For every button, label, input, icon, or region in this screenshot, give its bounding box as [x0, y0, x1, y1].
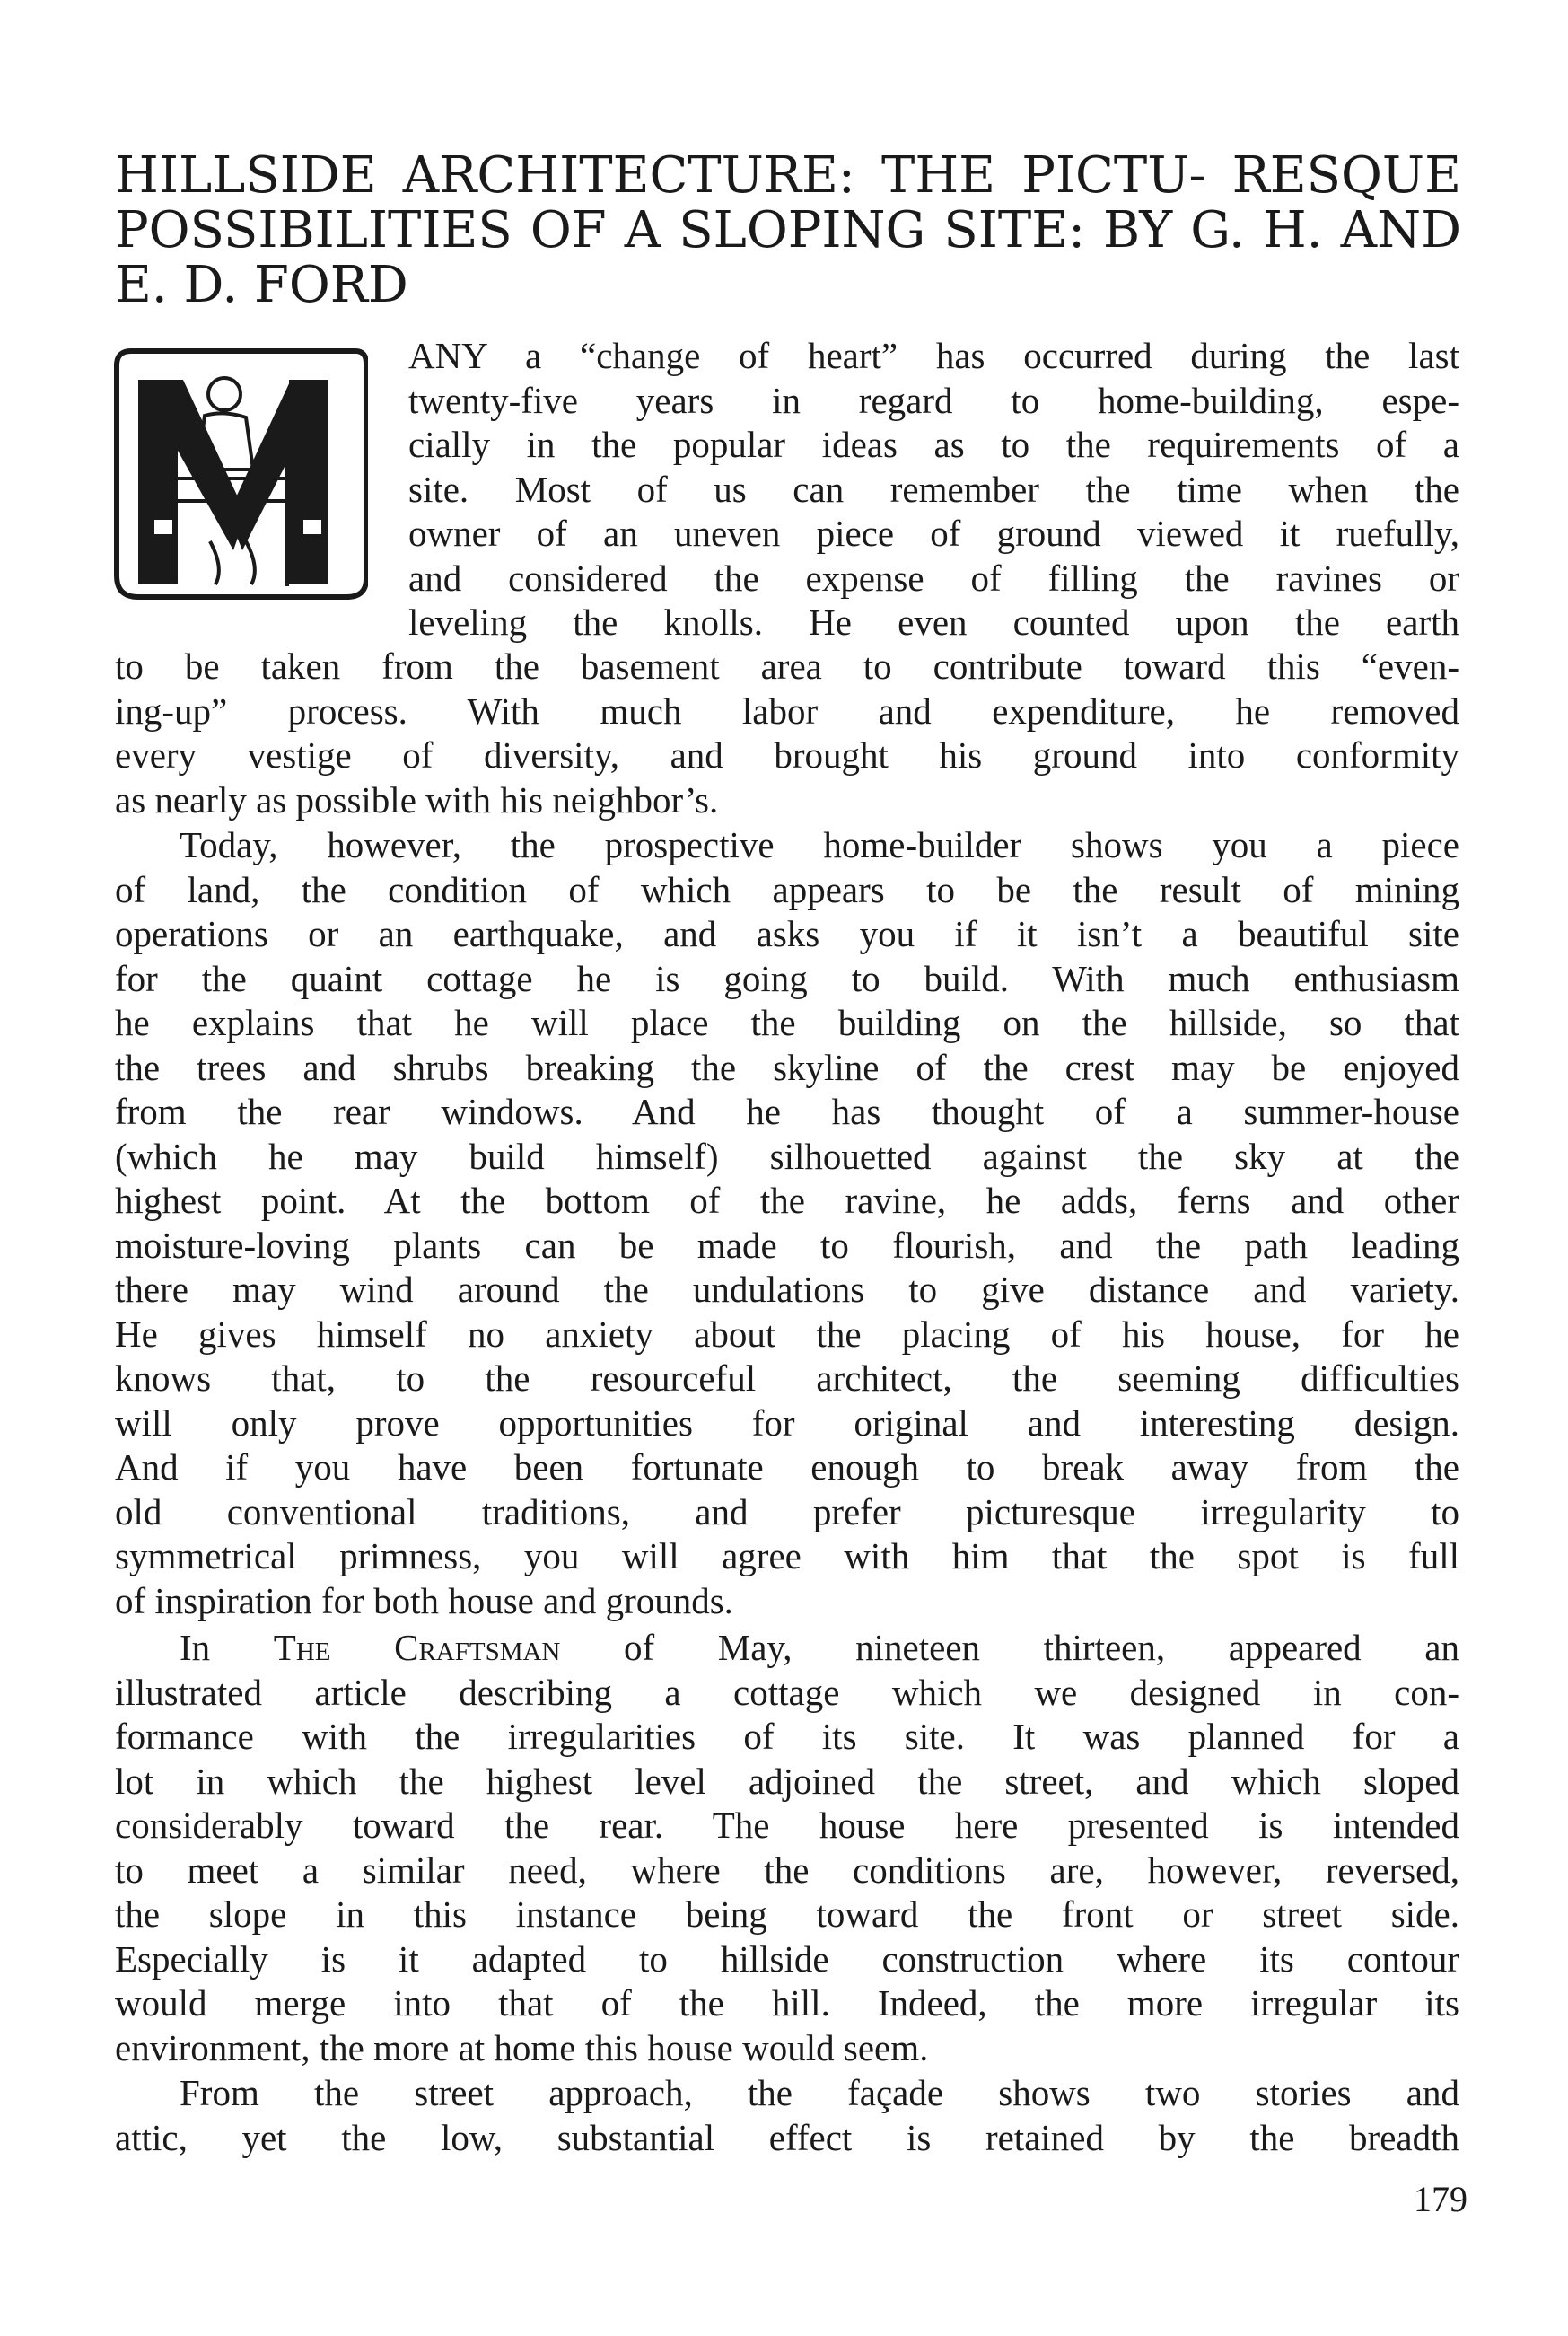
- text-line: owner of an uneven piece of ground viewed it ruefully,: [408, 513, 1459, 554]
- text-line: site. Most of us can remember the time when the: [408, 468, 1459, 510]
- text-line: attic, yet the low, substantial effect is retained by the breadth: [115, 2116, 1459, 2158]
- text-line: (which he may build himself) silhouetted against the sky at the: [115, 1135, 1459, 1177]
- text-line: would merge into that of the hill. Indeed, the more irregular its: [115, 1982, 1459, 2024]
- magazine-name: The Craftsman: [273, 1627, 561, 1668]
- text-line: the slope in this instance being toward the front or street side.: [115, 1893, 1459, 1935]
- text-line: old conventional traditions, and prefer picturesque irregularity to: [115, 1490, 1459, 1532]
- text-line: And if you have been fortunate enough to break away from the: [115, 1446, 1459, 1488]
- text-line: Especially is it adapted to hillside construction where its contour: [115, 1937, 1459, 1980]
- page-number: 179: [1414, 2179, 1467, 2219]
- text-line: illustrated article describing a cottage which we designed in con-: [115, 1671, 1459, 1713]
- text-line: of inspiration for both house and grounds.: [115, 1579, 733, 1621]
- text-line: environment, the more at home this house would seem.: [115, 2026, 929, 2068]
- text-line: and considered the expense of filling the ravines or: [408, 557, 1459, 599]
- drop-cap-m-icon: [111, 344, 368, 604]
- paragraph-3: [115, 1626, 1459, 2070]
- paragraph-1-indented: [408, 334, 1459, 645]
- text-line: operations or an earthquake, and asks you if it isn’t a beautiful site: [115, 913, 1459, 954]
- text-line: there may wind around the undulations to give distance and variety.: [115, 1269, 1459, 1310]
- paragraph-1-continued: [115, 645, 1459, 822]
- paragraph-4: [115, 2071, 1459, 2160]
- text-line: to meet a similar need, where the conditions are, however, reversed,: [115, 1849, 1459, 1891]
- drop-cap-illustration: [111, 344, 368, 604]
- text-line: considerably toward the rear. The house here presented is intended: [115, 1805, 1459, 1846]
- text-line: Today, however, the prospective home-builder shows you a piece: [180, 824, 1459, 865]
- paragraph-2: [115, 823, 1459, 1623]
- text-line: he explains that he will place the building on the hillside, so that: [115, 1002, 1459, 1043]
- text-line: from the rear windows. And he has thought of a summer-house: [115, 1091, 1459, 1132]
- article-title: HILLSIDE ARCHITECTURE: THE PICTU- RESQUE POSSIBILITIES OF A SLOPING SITE: BY G. H. AND E. D. FORD: [115, 146, 1461, 314]
- text-line: as nearly as possible with his neighbor’s.: [115, 778, 719, 821]
- text-line: highest point. At the bottom of the ravine, he adds, ferns and other: [115, 1180, 1459, 1221]
- text-line: From the street approach, the façade shows two stories and: [180, 2072, 1459, 2113]
- text-line: symmetrical primness, you will agree with him that the spot is full: [115, 1535, 1459, 1576]
- text-line: ANY a “change of heart” has occurred during the last: [408, 335, 1459, 376]
- text-line: twenty-five years in regard to home-building, espe-: [408, 379, 1459, 421]
- text-line: for the quaint cottage he is going to build. With much enthusiasm: [115, 957, 1459, 999]
- text-line: lot in which the highest level adjoined the street, and which sloped: [115, 1760, 1459, 1802]
- text-line: ing-up” process. With much labor and expenditure, he removed: [115, 689, 1459, 732]
- text-line: He gives himself no anxiety about the placing of his house, for he: [115, 1313, 1459, 1355]
- text-line: will only prove opportunities for original and interesting design.: [115, 1401, 1459, 1444]
- text-line: to be taken from the basement area to contribute toward this “even-: [115, 645, 1459, 687]
- text-line: formance with the irregularities of its site. It was planned for a: [115, 1716, 1459, 1757]
- text-line: of land, the condition of which appears to be the result of mining: [115, 868, 1459, 910]
- text-line: cially in the popular ideas as to the requirements of a: [408, 424, 1459, 465]
- text-line: leveling the knolls. He even counted upon the earth: [408, 602, 1459, 643]
- text-line-craftsman: In The Craftsman of May, nineteen thirteen, appeared an: [180, 1627, 1460, 1668]
- text-line: moisture-loving plants can be made to flourish, and the path leading: [115, 1224, 1459, 1266]
- text-line: every vestige of diversity, and brought his ground into conformity: [115, 734, 1459, 776]
- text-line: the trees and shrubs breaking the skyline of the crest may be enjoyed: [115, 1046, 1459, 1088]
- text-line: knows that, to the resourceful architect, the seeming difficulties: [115, 1357, 1459, 1399]
